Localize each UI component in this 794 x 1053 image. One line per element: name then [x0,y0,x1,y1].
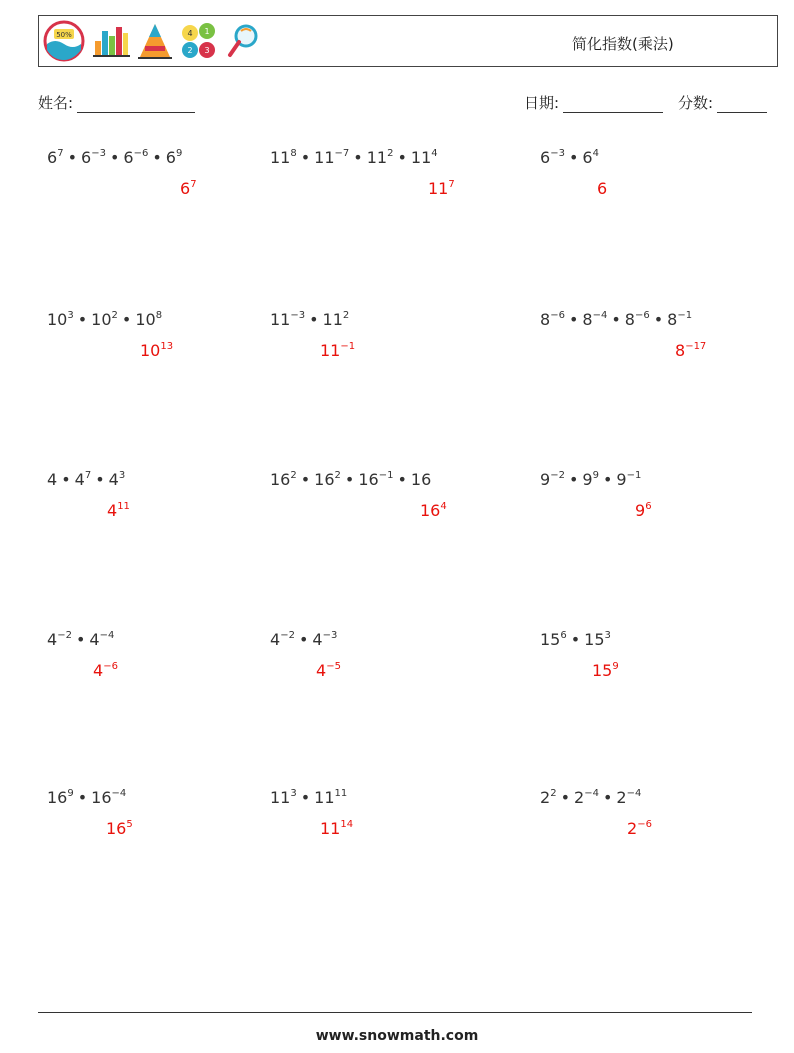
term-exponent: 2 [550,788,557,799]
term-power [91,310,118,329]
term-base: 2 [540,788,551,807]
term-exponent: −7 [334,148,350,159]
problem-expression [47,470,125,490]
term-exponent: −2 [57,630,72,641]
term-power [91,788,126,807]
term-power [89,630,114,649]
term-power [81,148,106,167]
svg-text:3: 3 [204,46,210,55]
term-base: 16 [410,470,432,489]
term-power [270,310,305,329]
answer-power [180,179,197,198]
term-exponent: 2 [387,148,394,159]
term-power [270,630,295,649]
term-power [75,470,92,489]
term-power [323,310,350,329]
term-power [47,788,74,807]
term-base: 16 [47,788,68,807]
answer-exponent: 9 [612,661,619,672]
term-power [47,470,57,489]
term-exponent: 3 [67,310,74,321]
term-base: 11 [314,148,335,167]
term-base: 6 [47,148,58,167]
term-exponent: −6 [133,148,149,159]
term-exponent: −4 [592,310,608,321]
term-exponent: 9 [67,788,74,799]
term-base: 16 [358,470,379,489]
score-blank[interactable] [717,97,767,113]
term-base: 4 [89,630,100,649]
term-exponent: −6 [634,310,650,321]
problem-expression [540,630,611,650]
term-base: 16 [270,470,291,489]
answer-power [93,661,118,680]
answer-exponent: −1 [340,341,356,352]
answer-exponent: −17 [685,341,707,352]
svg-text:2: 2 [187,46,193,55]
problem-answer [316,661,341,681]
score-label: 分数: [678,94,714,112]
answer-base: 9 [635,501,646,520]
term-exponent: −2 [550,470,565,481]
problem-answer [627,819,652,839]
problem-expression [270,788,347,808]
term-base: 15 [540,630,561,649]
term-power [616,788,641,807]
answer-power [420,501,447,520]
problem-expression [47,630,114,650]
pyramid-icon [137,21,173,61]
term-exponent: 2 [342,310,350,321]
term-power [109,470,126,489]
term-exponent: −6 [550,310,565,321]
term-base: 10 [135,310,156,329]
answer-exponent: 7 [448,179,455,190]
term-base: 11 [410,148,432,167]
multiply-dot: • [568,310,579,329]
answer-base: 11 [320,819,341,838]
term-base: 11 [314,788,335,807]
term-base: 8 [624,310,635,329]
term-power [270,788,297,807]
problem-expression [540,788,641,808]
term-base: 4 [270,630,281,649]
answer-base: 8 [675,341,686,360]
multiply-dot: • [109,148,120,167]
term-base: 4 [47,630,58,649]
answer-base: 11 [320,341,341,360]
term-power [135,310,162,329]
term-power [540,788,557,807]
term-exponent: 6 [560,630,567,641]
term-power [411,470,431,489]
multiply-dot: • [95,470,105,489]
multiply-dot: • [309,310,319,329]
logo-icons [43,19,261,63]
problem-expression [47,148,182,168]
answer-base: 10 [140,341,161,360]
term-exponent: −4 [584,788,599,799]
answer-exponent: 13 [160,341,174,352]
footer-divider [38,1012,752,1013]
multiply-dot: • [570,630,581,649]
term-power [166,148,183,167]
problem-expression [47,788,126,808]
answer-base: 16 [420,501,441,520]
answer-power [107,501,130,520]
answer-base: 6 [597,179,608,198]
term-base: 10 [91,310,112,329]
term-exponent: −1 [626,470,642,481]
answer-base: 4 [316,661,327,680]
answer-base: 15 [592,661,613,680]
answer-exponent: −6 [637,819,652,830]
multiply-dot: • [67,148,77,167]
multiply-dot: • [121,310,132,329]
term-base: 15 [584,630,605,649]
answer-power [627,819,652,838]
answer-power [635,501,652,520]
multiply-dot: • [397,470,407,489]
term-exponent: −1 [378,470,394,481]
term-base: 4 [108,470,119,489]
term-exponent: −1 [677,310,693,321]
term-power [123,148,148,167]
term-base: 8 [667,310,678,329]
answer-power [106,819,133,838]
answer-base: 11 [428,179,449,198]
answer-exponent: 7 [190,179,197,190]
problem-expression [270,310,349,330]
multiply-dot: • [653,310,664,329]
problem-answer [597,179,607,199]
answer-base: 4 [93,661,104,680]
term-exponent: 7 [57,148,64,159]
multiply-dot: • [75,630,86,649]
term-base: 6 [123,148,134,167]
term-power [625,310,650,329]
term-exponent: −3 [290,310,306,321]
answer-power [428,179,455,198]
answer-exponent: 14 [340,819,354,830]
multiply-dot: • [602,788,613,807]
date-blank[interactable] [563,97,663,113]
term-exponent: 9 [175,148,183,159]
term-exponent: 9 [592,470,599,481]
problem-expression [270,630,337,650]
term-base: 9 [616,470,627,489]
date-field [524,93,663,113]
term-power [314,788,347,807]
term-power [270,148,297,167]
term-exponent: 3 [290,788,297,799]
problem-answer [428,179,455,199]
term-base: 11 [270,148,291,167]
term-power [312,630,337,649]
term-exponent: 2 [111,310,118,321]
problem-answer [592,661,619,681]
problem-expression [540,148,599,168]
term-base: 4 [74,470,85,489]
term-base: 2 [616,788,627,807]
term-power [270,470,297,489]
answer-power [316,661,341,680]
multiply-dot: • [602,470,613,489]
term-base: 16 [314,470,335,489]
answer-exponent: 5 [126,819,133,830]
term-power [314,470,341,489]
svg-text:4: 4 [187,29,193,38]
term-exponent: −4 [111,788,127,799]
numbered-circles-icon [179,21,219,61]
term-power [584,630,611,649]
multiply-dot: • [397,148,407,167]
answer-power [597,179,607,198]
term-exponent: 3 [118,470,126,481]
percent-badge-icon [43,20,85,62]
problem-answer [140,341,173,361]
term-exponent: −2 [280,630,295,641]
term-exponent: −4 [99,630,115,641]
problem-answer [320,341,355,361]
problem-answer [635,501,652,521]
term-base: 11 [270,310,291,329]
multiply-dot: • [568,470,579,489]
svg-text:1: 1 [204,27,210,36]
term-exponent: −3 [322,630,338,641]
score-field [678,93,767,113]
problem-expression [540,310,692,330]
multiply-dot: • [152,148,162,167]
date-label: 日期: [524,94,560,112]
term-power [582,470,599,489]
term-exponent: 2 [334,470,341,481]
footer-url: www.snowmath.com [315,1028,479,1044]
problem-answer [420,501,447,521]
multiply-dot: • [300,148,311,167]
term-power [616,470,641,489]
term-base: 9 [540,470,551,489]
answer-power [140,341,173,360]
name-blank[interactable] [77,97,195,113]
term-power [540,470,565,489]
term-base: 16 [91,788,112,807]
term-exponent: −3 [91,148,106,159]
term-base: 6 [582,148,593,167]
term-power [367,148,394,167]
term-exponent: 11 [334,788,348,799]
term-base: 8 [582,310,593,329]
term-exponent: −4 [626,788,642,799]
problem-answer [106,819,133,839]
term-exponent: 3 [604,630,611,641]
term-exponent: 8 [155,310,163,321]
problem-expression [47,310,162,330]
term-power [540,148,565,167]
term-base: 10 [47,310,68,329]
multiply-dot: • [568,148,579,167]
multiply-dot: • [77,788,88,807]
answer-exponent: −5 [326,661,341,672]
term-base: 11 [366,148,388,167]
term-power [582,148,599,167]
problem-expression [540,470,641,490]
multiply-dot: • [300,470,311,489]
term-base: 4 [47,470,58,489]
term-power [667,310,692,329]
term-power [411,148,438,167]
term-base: 8 [540,310,551,329]
multiply-dot: • [61,470,71,489]
term-base: 11 [270,788,291,807]
bar-chart-icon [91,21,131,61]
term-exponent: 4 [431,148,438,159]
multiply-dot: • [611,310,621,329]
answer-base: 2 [627,819,638,838]
term-power [540,630,567,649]
answer-base: 6 [180,179,191,198]
multiply-dot: • [353,148,363,167]
svg-text:50%: 50% [56,31,72,39]
term-exponent: 4 [592,148,599,159]
term-exponent: −3 [550,148,565,159]
multiply-dot: • [300,788,311,807]
problem-answer [93,661,118,681]
worksheet-title: 简化指数(乘法) [572,35,674,53]
problem-answer [107,501,130,521]
term-base: 2 [574,788,585,807]
problem-answer [675,341,706,361]
term-power [47,630,72,649]
answer-power [675,341,706,360]
multiply-dot: • [560,788,570,807]
multiply-dot: • [298,630,309,649]
answer-power [592,661,619,680]
term-power [540,310,565,329]
worksheet-header [38,15,778,67]
answer-exponent: 4 [440,501,447,512]
term-power [582,310,607,329]
term-base: 11 [322,310,343,329]
answer-power [320,819,353,838]
magnifier-icon [225,21,261,61]
multiply-dot: • [344,470,355,489]
answer-exponent: 11 [117,501,130,512]
answer-base: 16 [106,819,127,838]
term-base: 6 [81,148,92,167]
name-field [38,93,195,113]
answer-power [320,341,355,360]
term-power [314,148,349,167]
term-power [574,788,599,807]
term-base: 4 [312,630,323,649]
term-power [47,310,74,329]
problem-expression [270,470,431,490]
term-base: 9 [582,470,593,489]
answer-exponent: 6 [645,501,652,512]
name-label: 姓名: [38,94,74,112]
term-exponent: 8 [290,148,297,159]
term-base: 6 [165,148,176,167]
term-power [358,470,393,489]
problem-answer [320,819,353,839]
multiply-dot: • [77,310,88,329]
term-power [47,148,64,167]
answer-base: 4 [107,501,118,520]
problem-answer [180,179,197,199]
answer-exponent: −6 [103,661,118,672]
problem-expression [270,148,438,168]
term-base: 6 [540,148,551,167]
term-exponent: 7 [84,470,92,481]
term-exponent: 2 [290,470,297,481]
